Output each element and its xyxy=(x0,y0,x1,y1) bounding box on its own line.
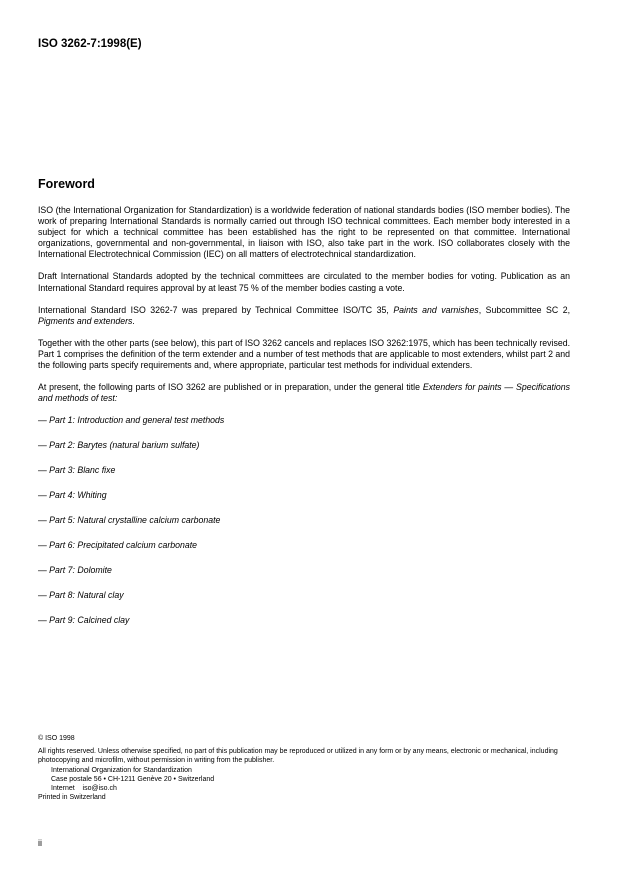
foreword-heading: Foreword xyxy=(38,177,95,191)
copyright-line: © ISO 1998 xyxy=(38,735,75,742)
list-item: — Part 5: Natural crystalline calcium carbonate xyxy=(38,515,221,526)
printed-in: Printed in Switzerland xyxy=(38,794,106,802)
list-item: — Part 9: Calcined clay xyxy=(38,615,130,626)
page-number: ii xyxy=(38,838,42,848)
text-segment: International Standard ISO 3262-7 was prepared by Technical Committee ISO/TC 35, xyxy=(38,304,394,315)
text-segment: , Subcommittee SC 2, xyxy=(478,304,571,315)
paragraph-prepared-by xyxy=(38,305,570,327)
paragraph-draft-standards: Draft International Standards adopted by the technical committees are circulated to the member bodies for voting. Publication as an International Standard requires approval by at least 75 % of the member bodies casting a vote. xyxy=(38,271,570,293)
paragraph-replaces: Together with the other parts (see below), this part of ISO 3262 cancels and replaces ISO 3262:1975, which has been technically revised. Part 1 comprises the definition of the term extender and a number of test methods that are applicable to most extenders, whilst part 2 and the following parts specify requirements and, where appropriate, particular test methods for individual extenders. xyxy=(38,337,570,371)
parts-list xyxy=(38,415,570,626)
list-item: — Part 1: Introduction and general test methods xyxy=(38,415,225,426)
organization-name: International Organization for Standardization xyxy=(51,766,192,774)
list-item: — Part 2: Barytes (natural barium sulfate) xyxy=(38,440,200,451)
rights-statement: All rights reserved. Unless otherwise specified, no part of this publication may be reproduced or utilized in any form or by any means, electronic or mechanical, including photocopying and microfilm, without permission in writing from the publisher. xyxy=(38,748,558,765)
text-segment: . xyxy=(132,315,135,326)
committee-title: Paints and varnishes xyxy=(393,304,479,315)
internet-address: Internet iso@iso.ch xyxy=(51,785,117,793)
list-item: — Part 3: Blanc fixe xyxy=(38,465,116,476)
paragraph-iso-intro: ISO (the International Organization for Standardization) is a worldwide federation of national standards bodies (ISO member bodies). The work of preparing International Standards is normally carried out through ISO technical committees. Each member body interested in a subject for which a technical committee has been established has the right to be represented on that committee. International organizations, governmental and non-governmental, in liaison with ISO, also take part in the work. ISO collaborates closely with the International Electrotechnical Commission (IEC) on all matters of electrotechnical standardization. xyxy=(38,205,570,260)
paragraph-parts-intro xyxy=(38,382,570,404)
list-item: — Part 8: Natural clay xyxy=(38,590,124,601)
list-item: — Part 6: Precipitated calcium carbonate xyxy=(38,540,198,551)
foreword-body xyxy=(38,205,570,640)
copyright-footer xyxy=(38,734,578,802)
subcommittee-title: Pigments and extenders xyxy=(38,315,133,326)
postal-address: Case postale 56 • CH-1211 Genève 20 • Switzerland xyxy=(51,775,215,783)
list-item: — Part 4: Whiting xyxy=(38,490,107,501)
list-item: — Part 7: Dolomite xyxy=(38,565,112,576)
general-title: Extenders for paints — Specifications and methods of test: xyxy=(38,382,570,404)
document-identifier: ISO 3262-7:1998(E) xyxy=(38,38,142,50)
text-segment: At present, the following parts of ISO 3262 are published or in preparation, under the general title xyxy=(38,382,423,393)
